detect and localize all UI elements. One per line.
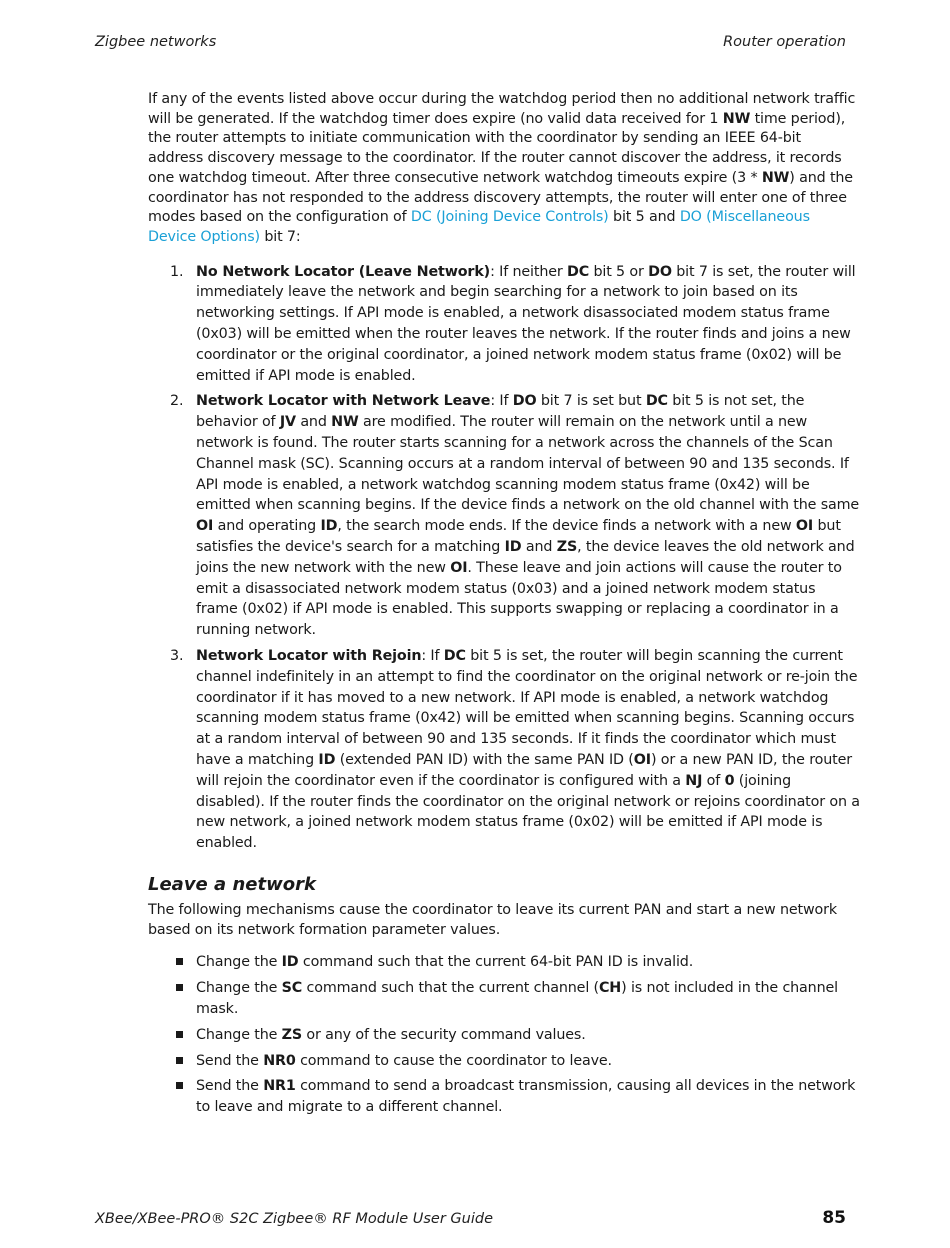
list-item: 1. No Network Locator (Leave Network): If neither DC bit 5 or DO bit 7 is set, the router will immediately leave the network and begin searching for a network to join based on its networking settings. If API mode is enabled, a network disassociated modem status frame (0x03) will be emitted when the router leaves the network. If the router finds and joins a new coordinator or the original coordinator, a joined network modem status frame (0x02) will be emitted if API mode is enabled. (170, 263, 856, 384)
section-paragraph: The following mechanisms cause the coordinator to leave its current PAN and start a new network based on its network formation parameter values. (148, 901, 838, 938)
page-footer (95, 1208, 846, 1228)
list-item: Send the NR0 command to cause the coordinator to leave. (148, 1051, 860, 1072)
item-title: Network Locator with Rejoin (196, 647, 422, 664)
page-number: 85 (822, 1208, 846, 1228)
bullet-icon (176, 958, 183, 965)
bullet-icon (176, 984, 183, 991)
section-heading: Leave a network (148, 873, 316, 895)
dc-link[interactable]: DC (Joining Device Controls) (410, 209, 609, 226)
mechanisms-list (148, 952, 860, 1118)
header-chapter: Zigbee networks (95, 34, 217, 50)
bullet-icon (176, 1031, 183, 1038)
item-title: Network Locator with Network Leave (196, 393, 491, 410)
page-content (148, 90, 860, 1123)
list-item: Change the ZS or any of the security command values. (148, 1025, 860, 1046)
modes-list (148, 262, 860, 854)
list-item: 3. Network Locator with Rejoin: If DC bit 5 is set, the router will begin scanning the current channel indefinitely in an attempt to find the coordinator on the original network or re-join the coordinator if it has moved to a new network. If API mode is enabled, a network watchdog scanning modem status frame (0x42) will be emitted when scanning begins. Scanning occurs at a random interval of between 90 and 135 seconds. If it finds the coordinator which must have a matching ID (extended PAN ID) with the same PAN ID (OI) or a new PAN ID, the router will rejoin the coordinator even if the coordinator is configured with a NJ of 0 (joining disabled). If the router finds the coordinator on the original network or rejoins coordinator on a new network, a joined network modem status frame (0x02) will be emitted if API mode is enabled. (170, 647, 860, 852)
bullet-icon (176, 1057, 183, 1064)
bullet-icon (176, 1082, 183, 1089)
list-item: 2. Network Locator with Network Leave: If DO bit 7 is set but DC bit 5 is not set, the behavior of JV and NW are modified. The router will remain on the network until a new network is found. The router starts scanning for a network across the channels of the Scan Channel mask (SC). Scanning occurs at a random interval of between 90 and 135 seconds. If API mode is enabled, a network watchdog scanning modem status frame (0x42) will be emitted when scanning begins. If the device finds a network on the old channel with the same OI and operating ID, the search mode ends. If the device finds a network with a new OI but satisfies the device's search for a matching ID and ZS, the device leaves the old network and joins the new network with the new OI. These leave and join actions will cause the router to emit a disassociated network modem status (0x03) and a joined network modem status frame (0x02) if API mode is enabled. This supports swapping or replacing a coordinator in a running network. (170, 393, 860, 639)
item-title: No Network Locator (Leave Network) (196, 263, 491, 280)
page-header (95, 34, 846, 50)
do-link[interactable]: DO (Miscellaneous Device Options) (148, 209, 810, 245)
list-item: Change the ID command such that the current 64-bit PAN ID is invalid. (148, 952, 860, 973)
intro-paragraph: If any of the events listed above occur during the watchdog period then no additional network traffic will be generated. If the watchdog timer does expire (no valid data received for 1 NW time period), the router attempts to initiate communication with the coordinator by sending an IEEE 64-bit address discovery message to the coordinator. If the router cannot discover the address, it records one watchdog timeout. After three consecutive network watchdog timeouts expire (3 * NW) and the coordinator has not responded to the address discovery attempts, the router will enter one of three modes based on the configuration of DC (Joining Device Controls) bit 5 and DO (Miscellaneous Device Options) bit 7: (148, 91, 856, 245)
list-item: Send the NR1 command to send a broadcast transmission, causing all devices in the network to leave and migrate to a different channel. (148, 1076, 860, 1118)
list-item: Change the SC command such that the current channel (CH) is not included in the channel mask. (148, 978, 860, 1020)
header-section: Router operation (723, 34, 846, 50)
document-title: XBee/XBee-PRO® S2C Zigbee® RF Module User Guide (95, 1211, 493, 1227)
